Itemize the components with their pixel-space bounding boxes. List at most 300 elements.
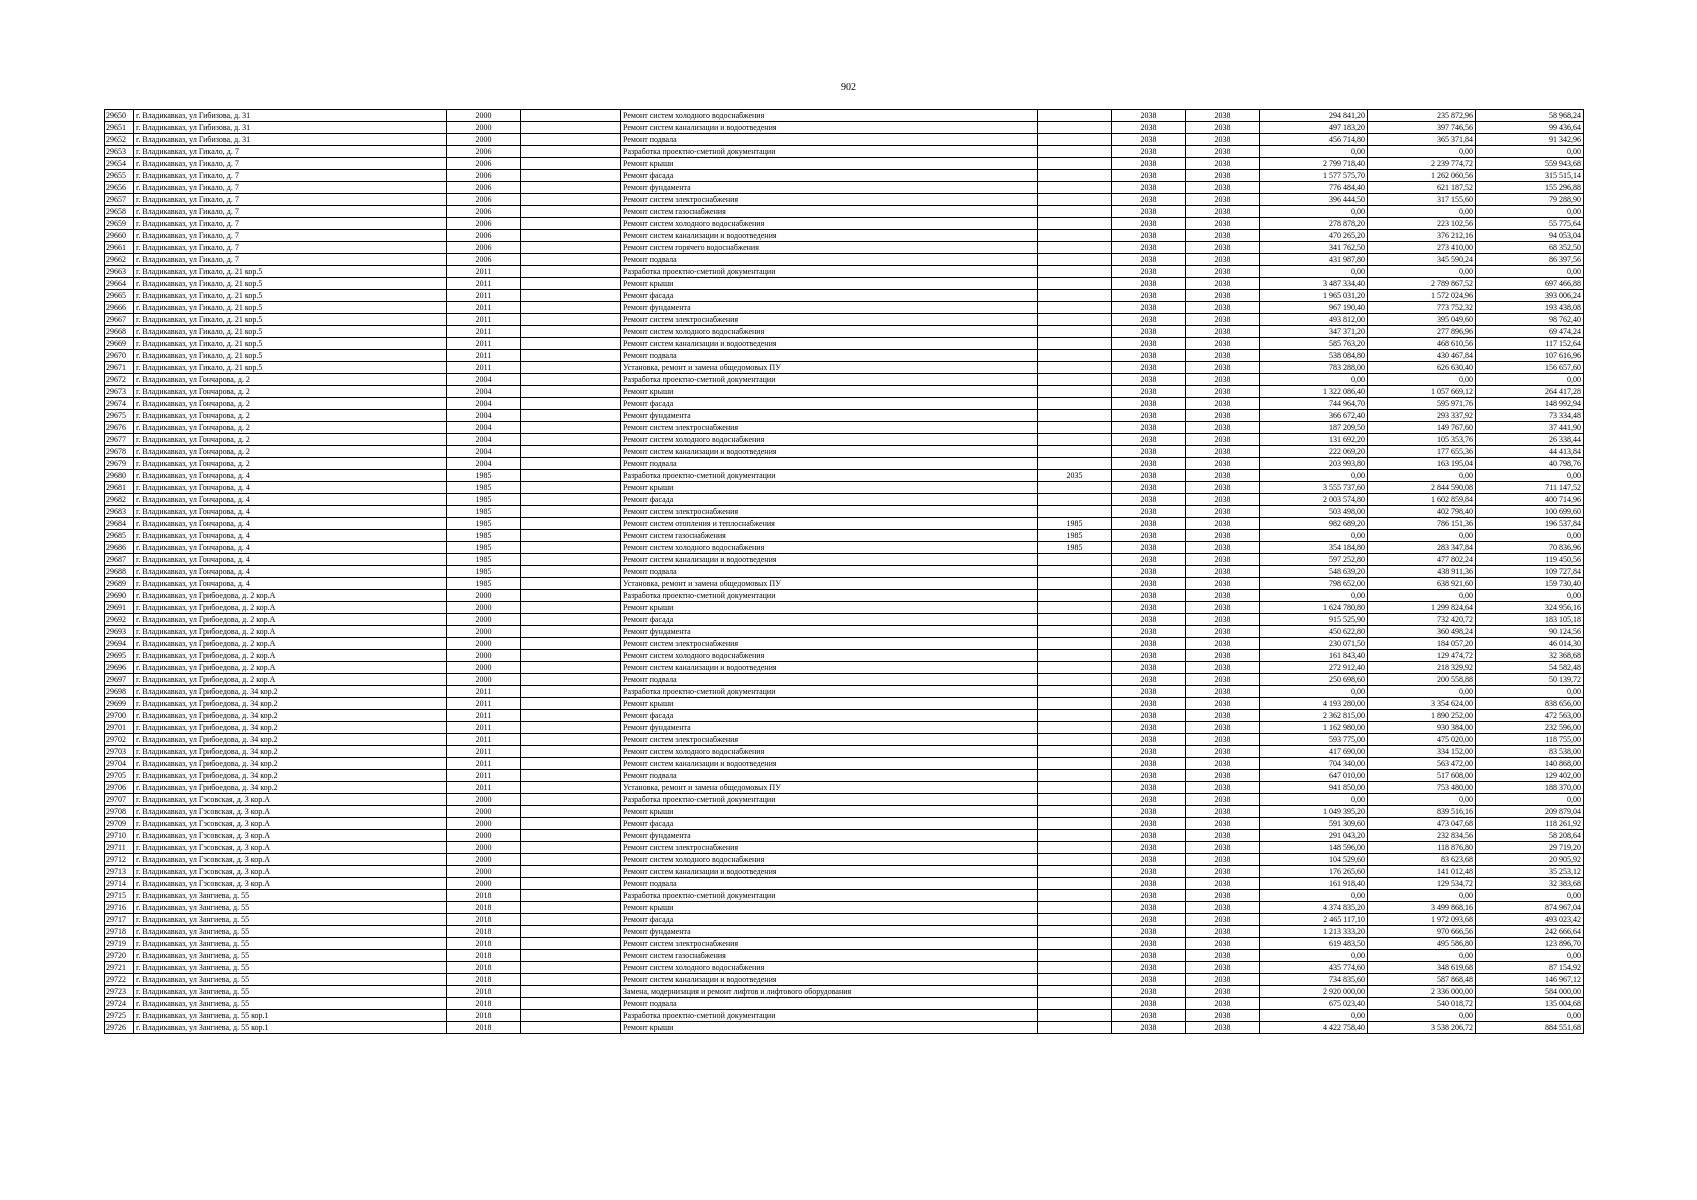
table-row [105, 878, 1584, 890]
cell-plan-year-end: 2038 [1186, 122, 1260, 134]
cell-plan-year-end: 2038 [1186, 278, 1260, 290]
cell-row-number: 29695 [105, 650, 134, 662]
cell-work-type: Разработка проектно-сметной документации [621, 374, 1038, 386]
cell-plan-year-end: 2038 [1186, 194, 1260, 206]
cell-build-year: 2004 [447, 398, 521, 410]
cell-col-empty [521, 974, 621, 986]
table-row [105, 890, 1584, 902]
cell-total-cost: 1 162 980,00 [1260, 722, 1368, 734]
cell-address: г. Владикавказ, ул Гончарова, д. 4 [134, 530, 447, 542]
cell-plan-year-end: 2038 [1186, 530, 1260, 542]
cell-year-extra [1038, 398, 1112, 410]
cell-address: г. Владикавказ, ул Грибоедова, д. 34 кор.2 [134, 746, 447, 758]
cell-address: г. Владикавказ, ул Зангиева, д. 55 [134, 938, 447, 950]
cell-fund-cost: 129 534,72 [1368, 878, 1476, 890]
cell-year-extra: 1985 [1038, 542, 1112, 554]
table-row [105, 350, 1584, 362]
cell-work-type: Ремонт систем электроснабжения [621, 638, 1038, 650]
cell-total-cost: 2 003 574,80 [1260, 494, 1368, 506]
cell-col-empty [521, 398, 621, 410]
cell-plan-year-end: 2038 [1186, 290, 1260, 302]
cell-build-year: 2000 [447, 614, 521, 626]
cell-total-cost: 798 652,00 [1260, 578, 1368, 590]
cell-build-year: 2000 [447, 134, 521, 146]
cell-year-extra [1038, 650, 1112, 662]
cell-fund-cost: 0,00 [1368, 686, 1476, 698]
cell-total-cost: 272 912,40 [1260, 662, 1368, 674]
cell-plan-year-start: 2038 [1112, 530, 1186, 542]
cell-work-type: Ремонт систем газоснабжения [621, 206, 1038, 218]
cell-plan-year-start: 2038 [1112, 122, 1186, 134]
cell-plan-year-start: 2038 [1112, 110, 1186, 122]
table-row [105, 518, 1584, 530]
table-row [105, 218, 1584, 230]
cell-year-extra [1038, 674, 1112, 686]
cell-fund-cost: 105 353,76 [1368, 434, 1476, 446]
table-row [105, 170, 1584, 182]
cell-work-type: Ремонт фундамента [621, 830, 1038, 842]
cell-owner-cost: 79 288,90 [1476, 194, 1584, 206]
cell-address: г. Владикавказ, ул Гончарова, д. 2 [134, 398, 447, 410]
cell-row-number: 29674 [105, 398, 134, 410]
cell-owner-cost: 55 775,64 [1476, 218, 1584, 230]
cell-col-empty [521, 122, 621, 134]
cell-col-empty [521, 278, 621, 290]
cell-build-year: 2000 [447, 842, 521, 854]
cell-build-year: 1985 [447, 494, 521, 506]
cell-row-number: 29720 [105, 950, 134, 962]
cell-work-type: Ремонт систем холодного водоснабжения [621, 650, 1038, 662]
cell-work-type: Разработка проектно-сметной документации [621, 470, 1038, 482]
cell-owner-cost: 400 714,96 [1476, 494, 1584, 506]
cell-year-extra [1038, 1022, 1112, 1034]
cell-address: г. Владикавказ, ул Гэсовская, д. 3 кор.А [134, 842, 447, 854]
cell-row-number: 29707 [105, 794, 134, 806]
cell-plan-year-start: 2038 [1112, 290, 1186, 302]
cell-row-number: 29669 [105, 338, 134, 350]
cell-plan-year-end: 2038 [1186, 218, 1260, 230]
cell-col-empty [521, 914, 621, 926]
cell-work-type: Ремонт крыши [621, 1022, 1038, 1034]
cell-year-extra [1038, 206, 1112, 218]
cell-plan-year-start: 2038 [1112, 146, 1186, 158]
cell-work-type: Ремонт систем горячего водоснабжения [621, 242, 1038, 254]
cell-plan-year-start: 2038 [1112, 218, 1186, 230]
cell-owner-cost: 188 370,00 [1476, 782, 1584, 794]
table-row [105, 266, 1584, 278]
cell-col-empty [521, 650, 621, 662]
cell-row-number: 29704 [105, 758, 134, 770]
cell-plan-year-end: 2038 [1186, 818, 1260, 830]
cell-plan-year-end: 2038 [1186, 206, 1260, 218]
cell-col-empty [521, 362, 621, 374]
cell-work-type: Ремонт крыши [621, 902, 1038, 914]
cell-col-empty [521, 926, 621, 938]
table-row [105, 602, 1584, 614]
cell-fund-cost: 3 538 206,72 [1368, 1022, 1476, 1034]
cell-build-year: 2006 [447, 194, 521, 206]
cell-row-number: 29668 [105, 326, 134, 338]
cell-plan-year-end: 2038 [1186, 626, 1260, 638]
table-row [105, 710, 1584, 722]
cell-year-extra [1038, 158, 1112, 170]
cell-address: г. Владикавказ, ул Зангиева, д. 55 [134, 950, 447, 962]
cell-build-year: 2006 [447, 218, 521, 230]
cell-col-empty [521, 338, 621, 350]
cell-plan-year-start: 2038 [1112, 314, 1186, 326]
cell-build-year: 2004 [447, 458, 521, 470]
cell-year-extra [1038, 974, 1112, 986]
cell-fund-cost: 277 896,96 [1368, 326, 1476, 338]
table-row [105, 794, 1584, 806]
cell-row-number: 29722 [105, 974, 134, 986]
cell-build-year: 2011 [447, 314, 521, 326]
cell-row-number: 29702 [105, 734, 134, 746]
cell-address: г. Владикавказ, ул Грибоедова, д. 2 кор.А [134, 602, 447, 614]
table-row [105, 206, 1584, 218]
cell-row-number: 29719 [105, 938, 134, 950]
cell-col-empty [521, 890, 621, 902]
cell-address: г. Владикавказ, ул Гикало, д. 7 [134, 158, 447, 170]
table-row [105, 242, 1584, 254]
cell-year-extra [1038, 698, 1112, 710]
cell-row-number: 29684 [105, 518, 134, 530]
cell-address: г. Владикавказ, ул Зангиева, д. 55 [134, 890, 447, 902]
cell-plan-year-start: 2038 [1112, 626, 1186, 638]
cell-work-type: Ремонт систем канализации и водоотведения [621, 866, 1038, 878]
cell-col-empty [521, 434, 621, 446]
cell-col-empty [521, 530, 621, 542]
cell-total-cost: 291 043,20 [1260, 830, 1368, 842]
cell-address: г. Владикавказ, ул Гончарова, д. 4 [134, 578, 447, 590]
cell-owner-cost: 584 000,00 [1476, 986, 1584, 998]
cell-owner-cost: 0,00 [1476, 1010, 1584, 1022]
cell-row-number: 29661 [105, 242, 134, 254]
cell-total-cost: 203 993,80 [1260, 458, 1368, 470]
table-row [105, 1022, 1584, 1034]
cell-fund-cost: 283 347,84 [1368, 542, 1476, 554]
cell-address: г. Владикавказ, ул Гикало, д. 7 [134, 218, 447, 230]
cell-address: г. Владикавказ, ул Гончарова, д. 4 [134, 506, 447, 518]
cell-total-cost: 0,00 [1260, 374, 1368, 386]
cell-fund-cost: 595 971,76 [1368, 398, 1476, 410]
cell-year-extra [1038, 338, 1112, 350]
cell-col-empty [521, 146, 621, 158]
cell-build-year: 2004 [447, 410, 521, 422]
cell-build-year: 2000 [447, 662, 521, 674]
cell-address: г. Владикавказ, ул Гикало, д. 21 кор.5 [134, 278, 447, 290]
cell-build-year: 2011 [447, 302, 521, 314]
cell-plan-year-start: 2038 [1112, 602, 1186, 614]
cell-address: г. Владикавказ, ул Зангиева, д. 55 [134, 962, 447, 974]
cell-owner-cost: 73 334,48 [1476, 410, 1584, 422]
cell-year-extra [1038, 806, 1112, 818]
cell-address: г. Владикавказ, ул Гэсовская, д. 3 кор.А [134, 806, 447, 818]
cell-address: г. Владикавказ, ул Гэсовская, д. 3 кор.А [134, 830, 447, 842]
cell-owner-cost: 193 438,08 [1476, 302, 1584, 314]
table-row [105, 410, 1584, 422]
table-row [105, 758, 1584, 770]
cell-total-cost: 538 084,80 [1260, 350, 1368, 362]
cell-total-cost: 431 987,80 [1260, 254, 1368, 266]
cell-plan-year-start: 2038 [1112, 434, 1186, 446]
cell-col-empty [521, 686, 621, 698]
cell-row-number: 29679 [105, 458, 134, 470]
cell-work-type: Ремонт систем электроснабжения [621, 842, 1038, 854]
cell-owner-cost: 107 616,96 [1476, 350, 1584, 362]
cell-work-type: Разработка проектно-сметной документации [621, 890, 1038, 902]
cell-col-empty [521, 410, 621, 422]
cell-build-year: 2006 [447, 146, 521, 158]
cell-year-extra [1038, 410, 1112, 422]
cell-total-cost: 1 624 780,80 [1260, 602, 1368, 614]
cell-plan-year-start: 2038 [1112, 410, 1186, 422]
cell-plan-year-start: 2038 [1112, 458, 1186, 470]
cell-build-year: 2000 [447, 122, 521, 134]
cell-row-number: 29689 [105, 578, 134, 590]
cell-address: г. Владикавказ, ул Гэсовская, д. 3 кор.А [134, 818, 447, 830]
cell-plan-year-end: 2038 [1186, 890, 1260, 902]
cell-total-cost: 619 483,50 [1260, 938, 1368, 950]
cell-plan-year-end: 2038 [1186, 398, 1260, 410]
cell-total-cost: 4 374 835,20 [1260, 902, 1368, 914]
cell-total-cost: 1 213 333,20 [1260, 926, 1368, 938]
cell-address: г. Владикавказ, ул Грибоедова, д. 34 кор.2 [134, 758, 447, 770]
cell-row-number: 29692 [105, 614, 134, 626]
table-row [105, 590, 1584, 602]
cell-owner-cost: 32 368,68 [1476, 650, 1584, 662]
cell-fund-cost: 626 630,40 [1368, 362, 1476, 374]
cell-owner-cost: 37 441,90 [1476, 422, 1584, 434]
cell-col-empty [521, 1022, 621, 1034]
table-row [105, 482, 1584, 494]
cell-build-year: 2018 [447, 938, 521, 950]
cell-owner-cost: 196 537,84 [1476, 518, 1584, 530]
cell-total-cost: 435 774,60 [1260, 962, 1368, 974]
cell-build-year: 2018 [447, 998, 521, 1010]
cell-work-type: Ремонт фасада [621, 398, 1038, 410]
cell-address: г. Владикавказ, ул Гикало, д. 7 [134, 230, 447, 242]
cell-total-cost: 3 487 334,40 [1260, 278, 1368, 290]
cell-plan-year-end: 2038 [1186, 914, 1260, 926]
cell-fund-cost: 376 212,16 [1368, 230, 1476, 242]
cell-build-year: 2018 [447, 1010, 521, 1022]
cell-build-year: 2004 [447, 434, 521, 446]
cell-fund-cost: 149 767,60 [1368, 422, 1476, 434]
cell-plan-year-end: 2038 [1186, 314, 1260, 326]
cell-total-cost: 597 252,80 [1260, 554, 1368, 566]
cell-row-number: 29723 [105, 986, 134, 998]
cell-build-year: 2000 [447, 638, 521, 650]
cell-row-number: 29652 [105, 134, 134, 146]
cell-build-year: 1985 [447, 530, 521, 542]
cell-fund-cost: 1 890 252,00 [1368, 710, 1476, 722]
cell-work-type: Ремонт крыши [621, 386, 1038, 398]
cell-build-year: 2018 [447, 974, 521, 986]
cell-fund-cost: 438 911,36 [1368, 566, 1476, 578]
cell-owner-cost: 58 208,64 [1476, 830, 1584, 842]
cell-work-type: Ремонт систем электроснабжения [621, 734, 1038, 746]
cell-work-type: Ремонт крыши [621, 482, 1038, 494]
cell-col-empty [521, 482, 621, 494]
table-row [105, 698, 1584, 710]
cell-row-number: 29703 [105, 746, 134, 758]
cell-fund-cost: 638 921,60 [1368, 578, 1476, 590]
table-row [105, 566, 1584, 578]
cell-plan-year-start: 2038 [1112, 302, 1186, 314]
cell-row-number: 29701 [105, 722, 134, 734]
cell-fund-cost: 334 152,00 [1368, 746, 1476, 758]
cell-row-number: 29716 [105, 902, 134, 914]
cell-fund-cost: 0,00 [1368, 374, 1476, 386]
cell-year-extra [1038, 554, 1112, 566]
cell-plan-year-end: 2038 [1186, 998, 1260, 1010]
cell-address: г. Владикавказ, ул Зангиева, д. 55 [134, 998, 447, 1010]
cell-total-cost: 456 714,80 [1260, 134, 1368, 146]
cell-year-extra [1038, 770, 1112, 782]
cell-address: г. Владикавказ, ул Гикало, д. 7 [134, 206, 447, 218]
cell-total-cost: 776 484,40 [1260, 182, 1368, 194]
cell-fund-cost: 495 586,80 [1368, 938, 1476, 950]
cell-fund-cost: 753 480,00 [1368, 782, 1476, 794]
cell-col-empty [521, 170, 621, 182]
cell-owner-cost: 159 730,40 [1476, 578, 1584, 590]
cell-build-year: 2000 [447, 110, 521, 122]
cell-owner-cost: 32 383,68 [1476, 878, 1584, 890]
cell-plan-year-start: 2038 [1112, 794, 1186, 806]
cell-year-extra [1038, 290, 1112, 302]
cell-col-empty [521, 830, 621, 842]
cell-plan-year-start: 2038 [1112, 482, 1186, 494]
cell-row-number: 29663 [105, 266, 134, 278]
cell-row-number: 29659 [105, 218, 134, 230]
cell-fund-cost: 517 608,00 [1368, 770, 1476, 782]
cell-total-cost: 470 265,20 [1260, 230, 1368, 242]
cell-col-empty [521, 770, 621, 782]
cell-owner-cost: 156 657,60 [1476, 362, 1584, 374]
table-row [105, 842, 1584, 854]
cell-row-number: 29711 [105, 842, 134, 854]
cell-owner-cost: 83 538,00 [1476, 746, 1584, 758]
cell-plan-year-end: 2038 [1186, 338, 1260, 350]
cell-build-year: 2011 [447, 278, 521, 290]
cell-fund-cost: 83 623,68 [1368, 854, 1476, 866]
cell-build-year: 2018 [447, 986, 521, 998]
cell-build-year: 2000 [447, 866, 521, 878]
cell-owner-cost: 559 943,68 [1476, 158, 1584, 170]
cell-work-type: Ремонт подвала [621, 350, 1038, 362]
cell-year-extra [1038, 914, 1112, 926]
cell-work-type: Ремонт подвала [621, 458, 1038, 470]
table-row [105, 362, 1584, 374]
cell-build-year: 2018 [447, 1022, 521, 1034]
cell-year-extra [1038, 746, 1112, 758]
cell-year-extra [1038, 758, 1112, 770]
cell-total-cost: 503 498,00 [1260, 506, 1368, 518]
cell-fund-cost: 621 187,52 [1368, 182, 1476, 194]
cell-plan-year-start: 2038 [1112, 830, 1186, 842]
cell-work-type: Разработка проектно-сметной документации [621, 686, 1038, 698]
cell-total-cost: 0,00 [1260, 1010, 1368, 1022]
cell-address: г. Владикавказ, ул Грибоедова, д. 2 кор.А [134, 650, 447, 662]
cell-address: г. Владикавказ, ул Гончарова, д. 4 [134, 566, 447, 578]
cell-col-empty [521, 638, 621, 650]
cell-address: г. Владикавказ, ул Зангиева, д. 55 кор.1 [134, 1010, 447, 1022]
cell-plan-year-start: 2038 [1112, 938, 1186, 950]
cell-year-extra [1038, 362, 1112, 374]
cell-fund-cost: 0,00 [1368, 1010, 1476, 1022]
cell-build-year: 2011 [447, 266, 521, 278]
cell-owner-cost: 884 551,68 [1476, 1022, 1584, 1034]
cell-year-extra [1038, 422, 1112, 434]
cell-work-type: Ремонт систем холодного водоснабжения [621, 326, 1038, 338]
cell-address: г. Владикавказ, ул Грибоедова, д. 34 кор.2 [134, 734, 447, 746]
cell-plan-year-end: 2038 [1186, 1022, 1260, 1034]
cell-year-extra [1038, 302, 1112, 314]
cell-row-number: 29712 [105, 854, 134, 866]
cell-total-cost: 0,00 [1260, 146, 1368, 158]
cell-address: г. Владикавказ, ул Зангиева, д. 55 [134, 902, 447, 914]
cell-build-year: 2011 [447, 338, 521, 350]
cell-row-number: 29691 [105, 602, 134, 614]
cell-year-extra [1038, 722, 1112, 734]
cell-row-number: 29710 [105, 830, 134, 842]
cell-row-number: 29672 [105, 374, 134, 386]
cell-address: г. Владикавказ, ул Гончарова, д. 4 [134, 482, 447, 494]
cell-row-number: 29709 [105, 818, 134, 830]
cell-fund-cost: 473 047,68 [1368, 818, 1476, 830]
cell-owner-cost: 50 139,72 [1476, 674, 1584, 686]
cell-build-year: 2000 [447, 818, 521, 830]
cell-col-empty [521, 782, 621, 794]
cell-owner-cost: 0,00 [1476, 890, 1584, 902]
cell-year-extra [1038, 458, 1112, 470]
cell-total-cost: 941 850,00 [1260, 782, 1368, 794]
cell-total-cost: 222 069,20 [1260, 446, 1368, 458]
cell-row-number: 29687 [105, 554, 134, 566]
cell-plan-year-start: 2038 [1112, 470, 1186, 482]
cell-col-empty [521, 542, 621, 554]
table-row [105, 722, 1584, 734]
cell-col-empty [521, 998, 621, 1010]
cell-total-cost: 591 309,60 [1260, 818, 1368, 830]
cell-total-cost: 131 692,20 [1260, 434, 1368, 446]
cell-plan-year-end: 2038 [1186, 350, 1260, 362]
cell-plan-year-start: 2038 [1112, 650, 1186, 662]
cell-row-number: 29683 [105, 506, 134, 518]
cell-fund-cost: 2 844 590,08 [1368, 482, 1476, 494]
cell-plan-year-end: 2038 [1186, 518, 1260, 530]
cell-address: г. Владикавказ, ул Грибоедова, д. 34 кор.2 [134, 722, 447, 734]
table-row [105, 278, 1584, 290]
cell-build-year: 2000 [447, 602, 521, 614]
cell-plan-year-end: 2038 [1186, 266, 1260, 278]
cell-work-type: Ремонт фасада [621, 290, 1038, 302]
cell-fund-cost: 2 239 774,72 [1368, 158, 1476, 170]
cell-total-cost: 0,00 [1260, 686, 1368, 698]
cell-row-number: 29682 [105, 494, 134, 506]
cell-col-empty [521, 110, 621, 122]
cell-col-empty [521, 314, 621, 326]
table-row [105, 458, 1584, 470]
cell-plan-year-end: 2038 [1186, 410, 1260, 422]
cell-col-empty [521, 290, 621, 302]
cell-col-empty [521, 590, 621, 602]
cell-fund-cost: 345 590,24 [1368, 254, 1476, 266]
cell-plan-year-end: 2038 [1186, 134, 1260, 146]
cell-owner-cost: 70 836,96 [1476, 542, 1584, 554]
cell-total-cost: 450 622,80 [1260, 626, 1368, 638]
